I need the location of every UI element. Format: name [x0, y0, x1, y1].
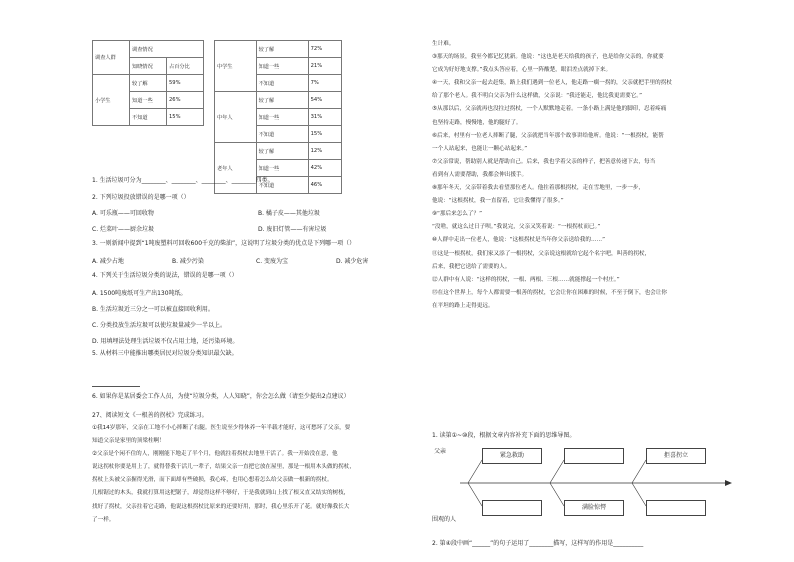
table-cell: 较了解	[256, 41, 308, 58]
table-cell: 54%	[308, 92, 341, 109]
diagram-label-father: 父亲	[434, 448, 447, 455]
story-line: ①我14岁那年，父亲在工地不小心摔断了右腿。医生说至少得休养一年半载才能好，这可愁坏了父亲，要	[92, 425, 351, 431]
story-line: 知道父亲是家里的顶梁柱啊！	[92, 438, 165, 445]
story-line: 在平坦的路上走得更远。	[432, 302, 494, 309]
q3-option-c: C. 变废为宝	[256, 258, 289, 265]
diagram-box-bottom-1[interactable]	[482, 500, 542, 516]
table-header-group: 调查人群	[93, 41, 130, 75]
table-cell: 较了解	[256, 92, 308, 109]
story-line: 生计难。	[432, 41, 455, 47]
story-left-text	[92, 422, 417, 527]
q2-option-a: A. 可乐瓶——可回收物	[92, 210, 154, 217]
story-line: ⑥后来，村里有一位老人摔断了腿，父亲就把当年那个故事讲给他听。他说：“一根拐杖，能帮	[432, 132, 664, 139]
table-cell: 7%	[308, 75, 341, 92]
diagram-question: 1. 读第①~⑩段，根据文章内容补充下面的思维导图。	[432, 432, 576, 439]
table-cell: 知道一些	[256, 109, 308, 126]
story-line: 几根锯过的木头，我就打算用这把锯子，却觉得这样不够好，于是我就到山上找了根又直又结实的树枝，	[92, 490, 350, 497]
story-line: 一个人站起来，也能让一颗心站起来。”	[432, 145, 528, 152]
q4-option-d: D. 用填埋法处理生活垃圾不仅占用土地，还污染环境。	[92, 338, 239, 345]
story-right-text	[432, 38, 772, 313]
table-subheader-awareness: 知晓情况	[130, 58, 167, 75]
question-1: 1. 生活垃圾可分为________、________、________、________四类。	[92, 177, 274, 184]
story-line: ⑨“那后来怎么了？”	[432, 211, 482, 218]
question-2: 2. 下列垃圾投放错误的是哪一项（）	[92, 194, 190, 201]
story-line: 拐杖上头被父亲握得光滑，而下面却有些破损，我心疼，也用心想着怎么给父亲做一根新的拐杖。	[92, 477, 333, 484]
table-header-status: 调查情况	[130, 41, 204, 58]
story-line: 给了那个老人。我不明白父亲为什么这样做，父亲说：“我还能走，他比我更需要它。”	[432, 93, 642, 100]
q3-option-b: B. 减少污染	[172, 258, 204, 265]
table-cell: 46%	[308, 177, 341, 194]
diagram-label-onlookers: 围观的人	[432, 516, 457, 523]
story-line: 后来，我把它送给了需要的人。	[432, 263, 511, 270]
story-line: ⑬在这个世界上，每个人都需要一根善的拐杖，它会让你在困难的时候，不至于倒下，也会让你	[432, 289, 667, 296]
q2-option-d: D. 废旧灯管——有害垃圾	[258, 226, 327, 233]
story-line: 了一样。	[92, 516, 115, 523]
table-group-cell: 老年人	[215, 143, 257, 194]
table-cell: 知道一些	[256, 160, 308, 177]
story-line: ⑩人群中走出一位老人，他说：“这根拐杖是当年你父亲送给我的……”	[432, 237, 606, 244]
table-cell: 知道一些	[256, 58, 308, 75]
q3-option-d: D. 减少危害	[336, 258, 369, 265]
question-2-right: 2. 第④段中画“______”的句子运用了________描写，这样写的作用是__________	[432, 540, 644, 547]
story-line: ③那天的场景，我至今都记忆犹新。他说：“这也是老天给我的孩子，也是给你父亲的，你就要	[432, 54, 664, 61]
table-cell: 21%	[308, 58, 341, 75]
diagram-box-bottom-2: 满脸惊愕	[564, 500, 624, 516]
story-line: “没啥，就这么过日子呗。”我说完，父亲又笑着说：“一根拐杖而已。”	[432, 224, 601, 231]
survey-table-others	[214, 40, 342, 194]
story-line: 它成为好好地支撑。”我点头答应着，心里一阵酸楚，眼泪差点就掉下来。	[432, 67, 612, 74]
q3-option-a: A. 减少占地	[92, 258, 124, 265]
table-cell: 较了解	[256, 143, 308, 160]
table-cell: 知道一些	[130, 92, 167, 109]
table-cell: 不知道	[256, 177, 308, 194]
table-cell: 26%	[167, 92, 204, 109]
story-line: ⑦父亲常说，帮助别人就是帮助自己。后来，我也学着父亲的样子，把善意传递下去，每当	[432, 158, 656, 165]
table-cell: 72%	[308, 41, 341, 58]
question-3: 3. 一则新闻中提到“1吨废塑料可回收600千克的柴油”，这说明了垃圾分类的优点是下列哪一项（）	[92, 240, 356, 247]
answer-line	[92, 386, 140, 387]
story-line: 他说：“这根拐杖，我一直留着，它让我懂得了很多。”	[432, 198, 564, 205]
table-group-cell: 中年人	[215, 92, 257, 143]
question-5: 5. 从材料三中能推出哪类居民对垃圾分类知识最欠缺。	[92, 350, 238, 357]
mind-map	[420, 440, 794, 530]
story-line: 说这拐杖你要是用上了，就得替我干活儿一辈子，结果父亲一直把它放在屋里，那是一根用木头做的拐杖，	[92, 464, 355, 471]
q4-option-b: B. 生活垃圾近三分之一可以被直接回收利用。	[92, 306, 214, 313]
question-6: 6. 如果你是某居委会工作人员，为使“垃圾分类，人人知晓”，你会怎么做（请至少提出2点建议）	[92, 393, 350, 400]
diagram-box-bottom-3[interactable]	[646, 500, 706, 516]
story-line: ⑧那年冬天，父亲带着我去看望那位老人。他拄着那根拐杖，走在雪地里，一步一步，	[432, 185, 644, 192]
table-cell: 31%	[308, 109, 341, 126]
table-cell: 12%	[308, 143, 341, 160]
diagram-box-top-2[interactable]	[564, 448, 624, 464]
table-cell: 不知道	[256, 75, 308, 92]
diagram-box-top-1: 紧急救助	[482, 448, 542, 464]
table-subheader-percent: 占百分比	[167, 58, 204, 75]
survey-table-primary	[92, 40, 204, 126]
q4-option-c: C. 分类投放生活垃圾可以使垃圾量减少一半以上。	[92, 322, 227, 329]
q4-option-a: A. 1500吨废纸可生产出130吨纸。	[92, 290, 187, 297]
story-line: ②父亲是个闲不住的人，刚刚能下地走了半个月，他就拄着拐杖去地里干活了。我一开始没在意，他	[92, 451, 338, 458]
story-line: 也坚持走路，慢慢地，他的腿好了。	[432, 119, 522, 126]
table-cell: 59%	[167, 75, 204, 92]
table-cell: 不知道	[256, 126, 308, 143]
question-27-heading: 27、阅读短文《一根善的拐杖》完成练习。	[92, 412, 208, 419]
table-group-cell: 小学生	[93, 75, 130, 126]
story-line: ⑤从那以后，父亲就再也没拄过拐杖，一个人默默地走着。一条小路上满是他的脚印，忍着疼痛	[432, 106, 667, 113]
table-cell: 15%	[308, 126, 341, 143]
table-cell: 较了解	[130, 75, 167, 92]
story-line: ④一天，我和父亲一起去赶集，路上我们遇到一位老人，他走路一瘸一拐的，父亲就把手里的拐杖	[432, 80, 672, 87]
story-line: ⑪这是一根拐杖，我们家又添了一根拐杖，父亲说这根就给它起个名字吧，叫善的拐杖，	[432, 250, 651, 257]
story-line: 看到有人需要帮助，我都会伸出援手。	[432, 171, 528, 178]
q2-option-c: C. 烂菜叶——厨余垃圾	[92, 226, 155, 233]
table-cell: 15%	[167, 109, 204, 126]
story-line: ⑫人群中有人说：“这样的拐杖，一根、两根、三根……就能撑起一个村庄。”	[432, 276, 620, 283]
table-cell: 42%	[308, 160, 341, 177]
q2-option-b: B. 橘子皮——其他垃圾	[258, 210, 320, 217]
table-cell: 不知道	[130, 109, 167, 126]
table-group-cell: 中学生	[215, 41, 257, 92]
question-4: 4. 下列关于生活垃圾分类的说法，错误的是哪一项（）	[92, 272, 238, 279]
diagram-box-top-3: 拒喜拐立	[646, 448, 706, 464]
story-line: 找好了拐杖，父亲拄着它走路，他说这根拐杖比原来的还要好用，那时，我心里乐开了花。就好像我长大	[92, 503, 350, 510]
